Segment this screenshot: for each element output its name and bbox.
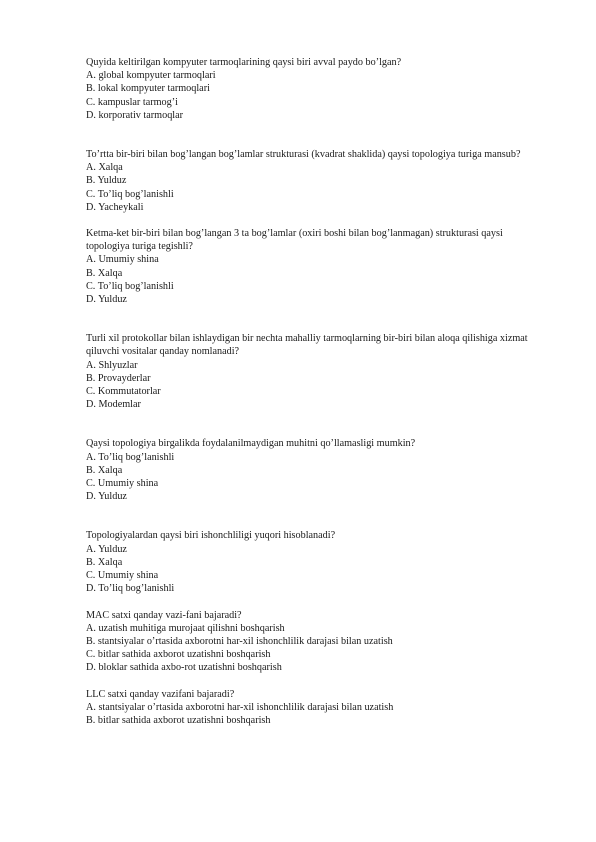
option-a: A. uzatish muhitiga murojaat qilishni boshqarish [86,622,285,634]
option-c: C. bitlar sathida axborot uzatishni boshqarish [86,649,271,661]
question-4 [86,332,546,411]
question-text: Turli xil protokollar bilan ishlaydigan bir nechta mahalliy tarmoqlarning bir-biri bilan aloqa qilishiga xizmat qiluvchi vositalar qanday nomlanadi? [86,333,528,358]
option-d: D. Yulduz [86,294,127,306]
question-7 [86,609,546,675]
question-text: MAC satxi qanday vazi-fani bajaradi? [86,609,242,621]
option-b: B. Provayderlar [86,372,151,384]
question-1 [86,56,546,122]
option-d: D. Modemlar [86,399,141,411]
document-page [86,56,546,727]
option-b: B. Xalqa [86,556,123,568]
option-c: C. Umumiy shina [86,478,159,490]
option-c: C. kampuslar tarmog’i [86,96,178,108]
option-c: C. Kommutatorlar [86,386,161,398]
option-a: A. Shlyuzlar [86,359,138,371]
question-text: Quyida keltirilgan kompyuter tarmoqlarining qaysi biri avval paydo bo’lgan? [86,57,402,68]
question-text: To’rtta bir-biri bilan bog’langan bog’lamlar strukturasi (kvadrat shaklida) qaysi topologiya turiga mansub? [86,149,521,161]
option-b: B. lokal kompyuter tarmoqlari [86,83,210,95]
option-a: A. Umumiy shina [86,254,159,266]
option-b: B. Yulduz [86,175,127,187]
question-3 [86,227,546,306]
option-d: D. korporativ tarmoqlar [86,109,184,121]
question-8 [86,688,546,728]
option-a: A. Yulduz [86,543,127,555]
question-6 [86,529,546,595]
question-text: Topologiyalardan qaysi biri ishonchliligi yuqori hisoblanadi? [86,530,336,542]
question-text: Ketma-ket bir-biri bilan bog’langan 3 ta bog’lamlar (oxiri boshi bilan bog’lanmagan) strukturasi qaysi topologiya turiga tegishli? [86,228,503,253]
option-a: A. stantsiyalar o’rtasida axborotni har-xil ishonchlilik darajasi bilan uzatish [86,701,394,713]
option-a: A. global kompyuter tarmoqlari [86,70,216,82]
option-d: D. To’liq bog’lanishli [86,583,175,595]
option-d: D. bloklar sathida axbo-rot uzatishni boshqarish [86,662,282,674]
option-d: D. Yacheykali [86,201,144,213]
option-a: A. Xalqa [86,162,123,174]
question-text: LLC satxi qanday vazifani bajaradi? [86,688,235,700]
option-b: B. Xalqa [86,464,123,476]
question-5 [86,437,546,503]
question-text: Qaysi topologiya birgalikda foydalanilmaydigan muhitni qo’llamasligi mumkin? [86,438,416,450]
option-a: A. To’liq bog’lanishli [86,451,175,463]
option-c: C. To’liq bog’lanishli [86,280,174,292]
option-b: B. bitlar sathida axborot uzatishni boshqarish [86,714,271,726]
option-c: C. Umumiy shina [86,570,159,582]
question-2 [86,148,546,214]
option-d: D. Yulduz [86,491,127,503]
option-c: C. To’liq bog’lanishli [86,188,174,200]
option-b: B. Xalqa [86,267,123,279]
option-b: B. stantsiyalar o’rtasida axborotni har-xil ishonchlilik darajasi bilan uzatish [86,635,393,647]
